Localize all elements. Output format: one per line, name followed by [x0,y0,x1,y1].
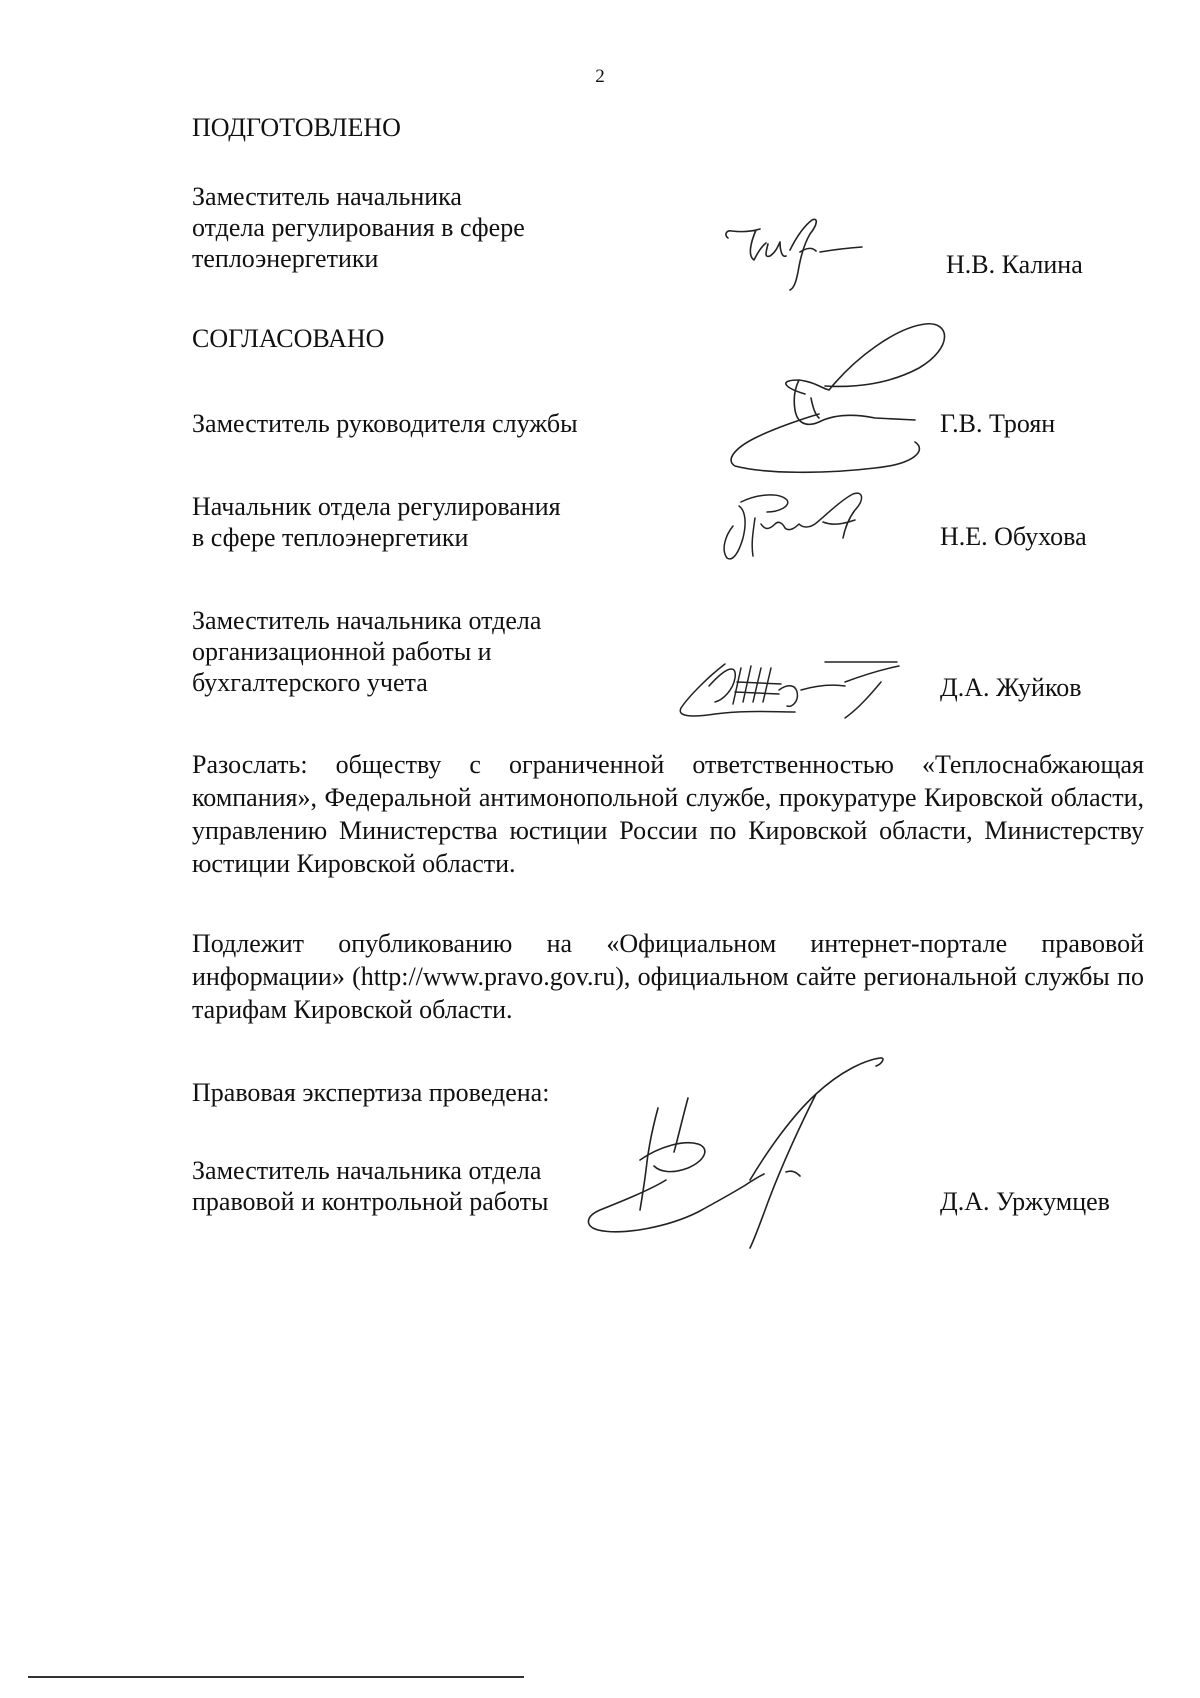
agreed-heading: СОГЛАСОВАНО [192,324,385,353]
signature-obukhova [705,480,895,570]
legal-review-position: Заместитель начальника отдела правовой и контрольной работы [192,1156,549,1216]
prepared-name: Н.В. Калина [946,250,1083,279]
prepared-heading: ПОДГОТОВЛЕНО [192,113,401,142]
agreed-position-3: Заместитель начальника отдела организационной работы и бухгалтерского учета [192,606,542,697]
signature-troyan [715,318,955,483]
agreed-name-3: Д.А. Жуйков [940,673,1082,702]
agreed-name-2: Н.Е. Обухова [940,522,1087,551]
agreed-name-1: Г.В. Троян [940,409,1056,438]
agreed-position-1: Заместитель руководителя службы [192,409,578,438]
footer-rule [28,1676,524,1678]
signature-urzhumtsev [580,1060,920,1260]
distribution-paragraph: Разослать: обществу с ограниченной ответственностью «Теплоснабжающая компания», Федеральной антимонопольной службе, прокуратуре Кировской области, управлению Министерства юстиции России по Кировской области, Министерству юстиции Кировской области. [192,750,1144,878]
publication-paragraph: Подлежит опубликованию на «Официальном интернет-портале правовой информации» (http://www.pravo.gov.ru), официальном сайте региональной службы по тарифам Кировской области. [192,929,1144,1024]
agreed-position-2: Начальник отдела регулирования в сфере теплоэнергетики [192,492,561,552]
legal-review-name: Д.А. Уржумцев [940,1187,1110,1216]
signature-zhuikov [675,646,915,731]
signature-kalina [720,212,870,297]
page-number: 2 [595,66,605,87]
prepared-position: Заместитель начальника отдела регулирования в сфере теплоэнергетики [192,182,525,273]
legal-review-heading: Правовая экспертиза проведена: [192,1078,550,1107]
